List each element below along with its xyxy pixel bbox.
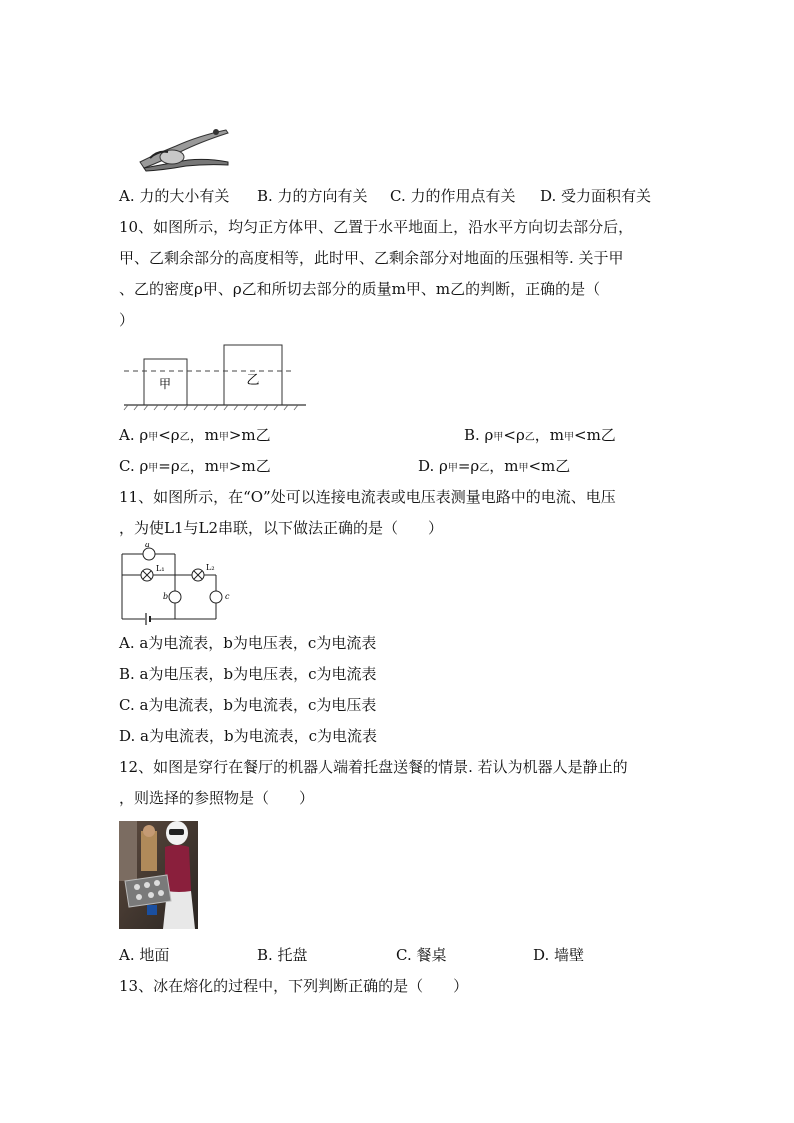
q10-stem-line-3: 、乙的密度ρ甲、ρ乙和所切去部分的质量m甲、m乙的判断，正确的是（ bbox=[119, 280, 601, 298]
q11-option-c: C. a为电流表，b为电流表，c为电压表 bbox=[119, 696, 377, 714]
q13-stem-line-1: 13、冰在熔化的过程中，下列判断正确的是（ ） bbox=[119, 977, 469, 995]
q12-stem-line-1: 12、如图是穿行在餐厅的机器人端着托盘送餐的情景. 若认为机器人是静止的 bbox=[119, 758, 628, 776]
q10-option-b: B. ρ甲<ρ乙，m甲<m乙 bbox=[464, 426, 616, 444]
q10-stem-line-4: ） bbox=[119, 311, 135, 329]
meter-c-label: c bbox=[225, 592, 230, 601]
q11-option-a: A. a为电流表，b为电压表，c为电流表 bbox=[119, 634, 377, 652]
q10-cubes-figure bbox=[118, 340, 312, 412]
q11-option-b: B. a为电压表，b为电压表，c为电流表 bbox=[119, 665, 377, 683]
q9-option-d: D. 受力面积有关 bbox=[540, 187, 652, 205]
q12-stem-line-2: ，则选择的参照物是（ ） bbox=[119, 789, 315, 807]
robot-waiter-photo bbox=[119, 821, 198, 929]
cube-jia-label: 甲 bbox=[158, 377, 172, 391]
q12-option-a: A. 地面 bbox=[119, 946, 170, 964]
q10-option-c: C. ρ甲=ρ乙，m甲>m乙 bbox=[119, 457, 271, 475]
q11-circuit-diagram bbox=[118, 543, 238, 625]
q12-option-d: D. 墙壁 bbox=[533, 946, 585, 964]
q9-option-c: C. 力的作用点有关 bbox=[390, 187, 516, 205]
q9-option-b: B. 力的方向有关 bbox=[257, 187, 368, 205]
q10-stem-line-2: 甲、乙剩余部分的高度相等，此时甲、乙剩余部分对地面的压强相等. 关于甲 bbox=[119, 249, 624, 267]
q12-option-c: C. 餐桌 bbox=[396, 946, 447, 964]
cube-yi-label: 乙 bbox=[246, 373, 260, 388]
q11-stem-line-2: ，为使L1与L2串联，以下做法正确的是（ ） bbox=[119, 519, 444, 537]
meter-a-label: a bbox=[145, 543, 150, 549]
q10-stem-line-1: 10、如图所示，均匀正方体甲、乙置于水平地面上，沿水平方向切去部分后， bbox=[119, 218, 634, 236]
lamp-l1-label: L₁ bbox=[156, 564, 165, 573]
nutcracker-image bbox=[136, 124, 232, 172]
q12-option-b: B. 托盘 bbox=[257, 946, 308, 964]
q10-option-d: D. ρ甲=ρ乙，m甲<m乙 bbox=[418, 457, 571, 475]
lamp-l2-label: L₂ bbox=[206, 563, 215, 572]
q9-option-a: A. 力的大小有关 bbox=[119, 187, 230, 205]
meter-b-label: b bbox=[163, 592, 169, 601]
q10-option-a: A. ρ甲<ρ乙，m甲>m乙 bbox=[119, 426, 271, 444]
q11-option-d: D. a为电流表，b为电流表，c为电流表 bbox=[119, 727, 377, 745]
q11-stem-line-1: 11、如图所示，在“O”处可以连接电流表或电压表测量电路中的电流、电压 bbox=[119, 488, 616, 506]
